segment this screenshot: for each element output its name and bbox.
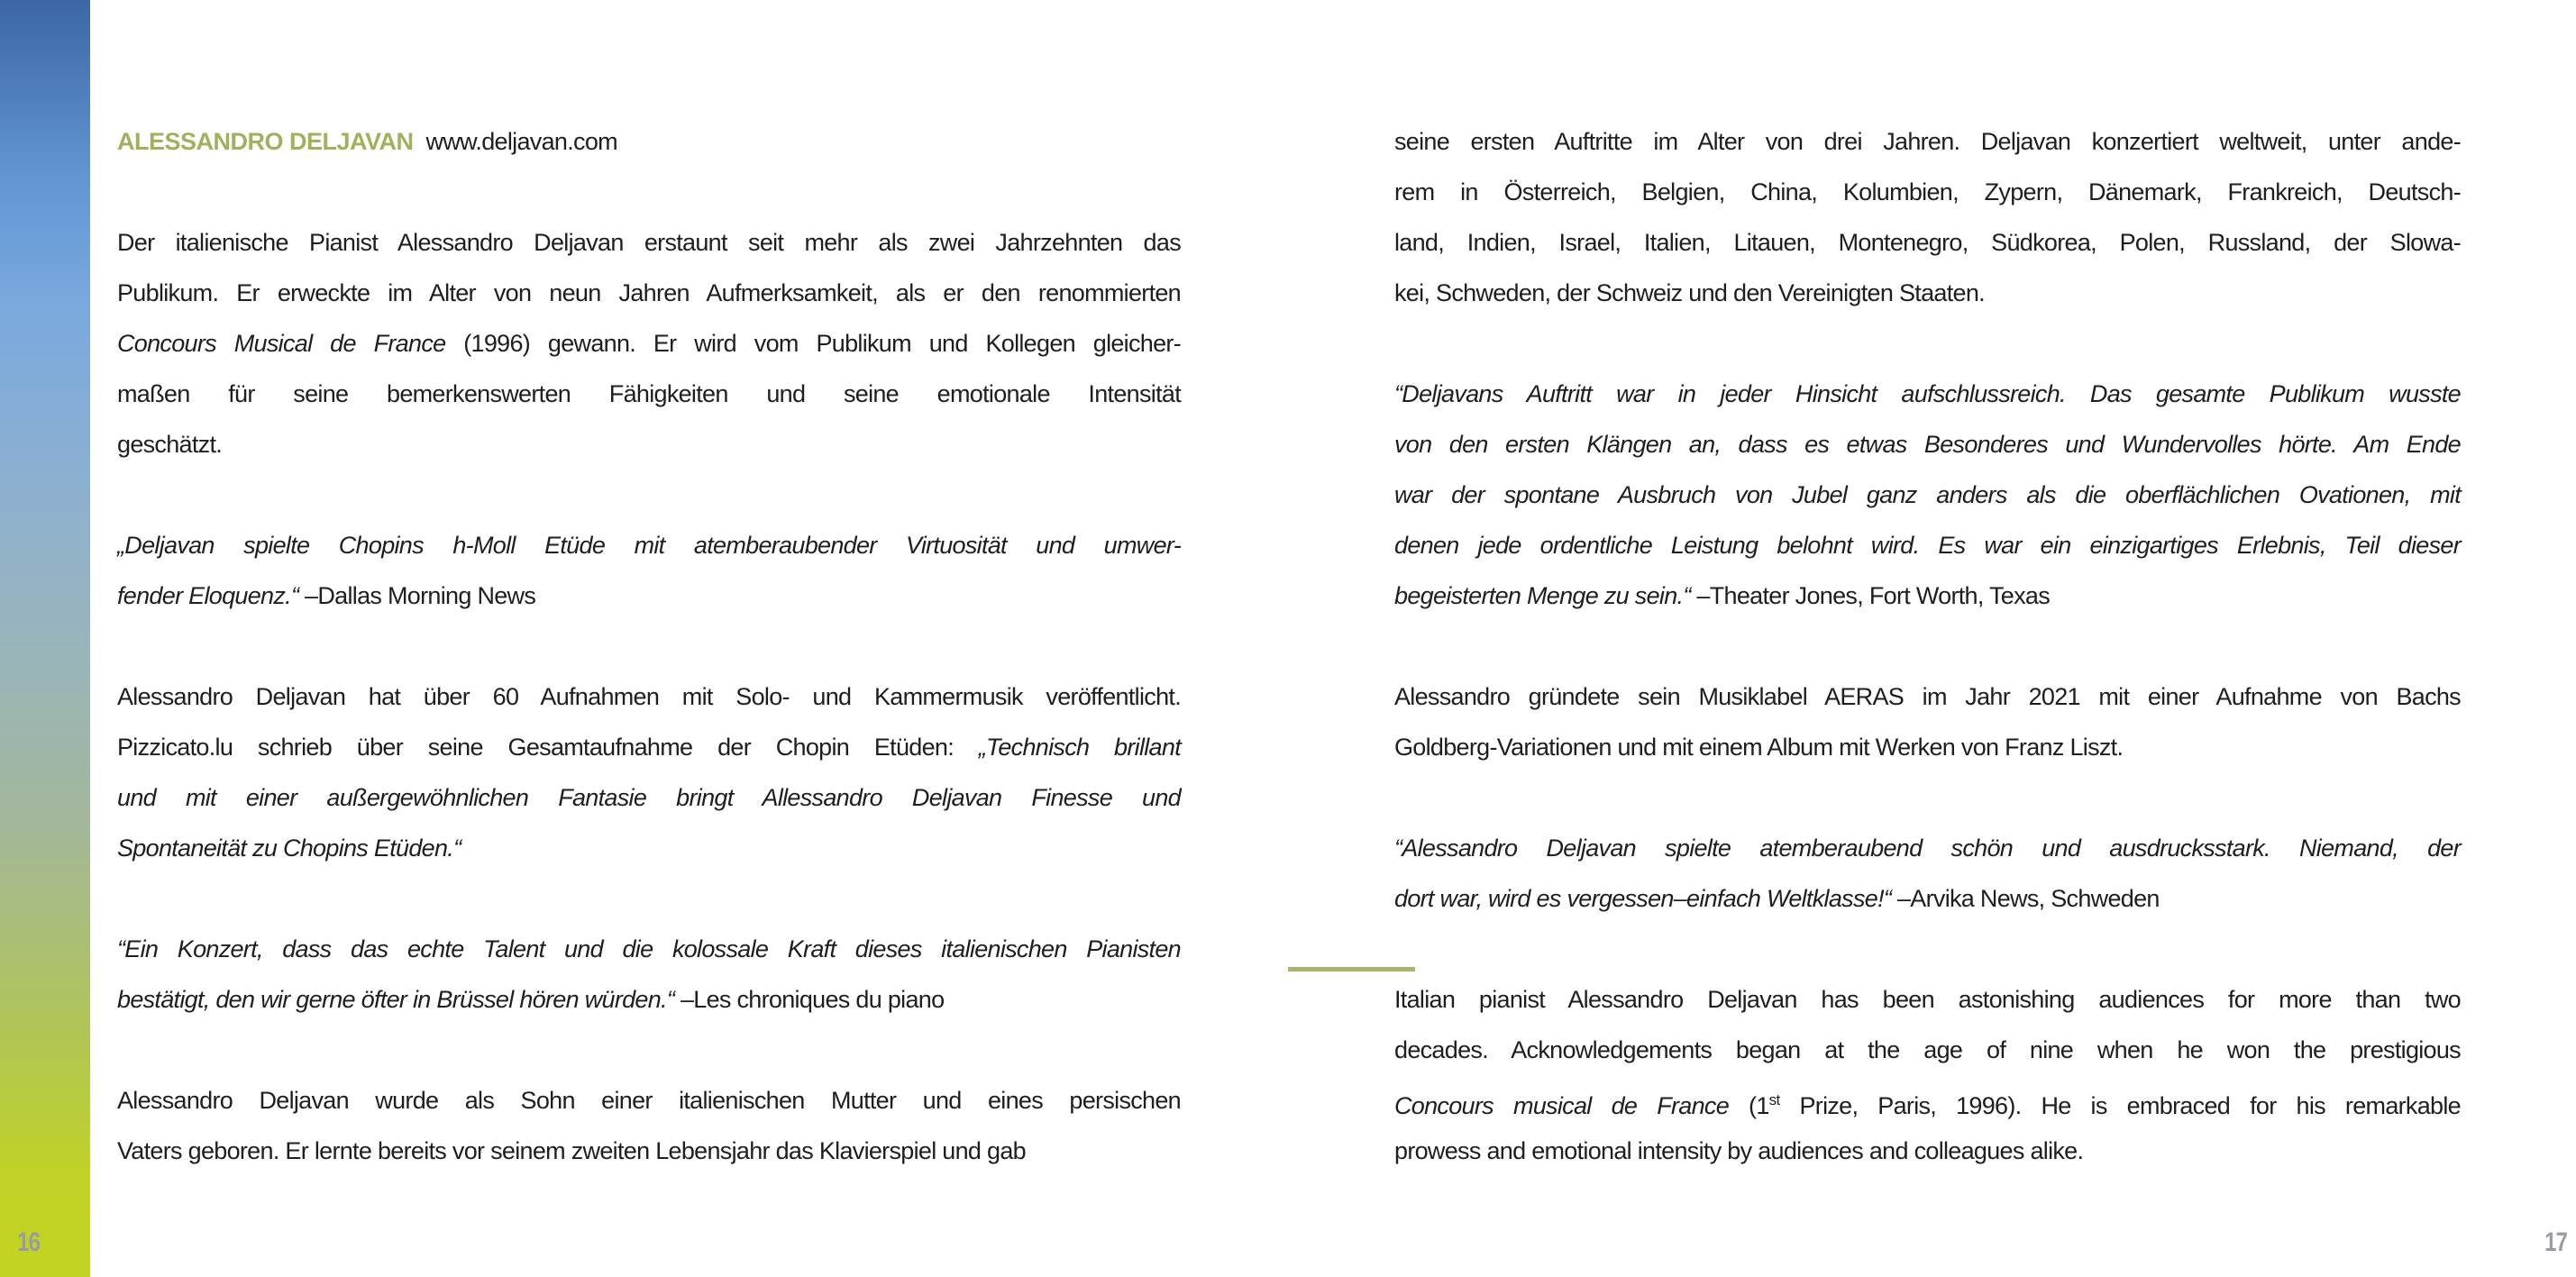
text: –Les chroniques du piano <box>674 986 945 1013</box>
italic-text: war der spontane Ausbruch von Jubel ganz anders als die oberflächlichen Ovationen, mit <box>1394 481 2461 508</box>
text: Goldberg-Variationen und mit einem Album mit Werken von Franz Liszt. <box>1394 734 2124 761</box>
italic-text: begeisterten Menge zu sein.“ <box>1394 582 1691 609</box>
paragraph <box>1394 369 2461 621</box>
text: –Arvika News, Schweden <box>1891 885 2160 912</box>
italic-text: Spontaneität zu Chopins Etüden.“ <box>117 835 461 862</box>
italic-text: von den ersten Klängen an, dass es etwas Besonderes und Wundervolles hörte. Am Ende <box>1394 431 2461 458</box>
text-line <box>117 671 1181 722</box>
italic-text: “Alessandro Deljavan spielte atemberaubend schön und ausdrucksstark. Niemand, der <box>1394 835 2461 862</box>
text-line <box>117 369 1181 419</box>
text: Italian pianist Alessandro Deljavan has been astonishing audiences for more than two <box>1394 986 2461 1013</box>
text-line <box>1394 116 2461 167</box>
paragraph <box>1394 823 2461 924</box>
paragraph <box>117 1075 1181 1176</box>
page-number-left: 16 <box>17 1227 41 1257</box>
text-line <box>1394 369 2461 419</box>
text-line <box>1394 1126 2461 1176</box>
paragraph <box>117 924 1181 1025</box>
right-page-column <box>1394 116 2461 1227</box>
text-line <box>117 772 1181 823</box>
paragraph <box>1394 116 2461 318</box>
right-paragraphs <box>1394 116 2461 1176</box>
italic-text: bestätigt, den wir gerne öfter in Brüssel hören würden.“ <box>117 986 675 1013</box>
text: maßen für seine bemerkenswerten Fähigkeiten und seine emotionale Intensität <box>117 380 1181 407</box>
text: Prize, Paris, 1996). He is embraced for his remarkable <box>1779 1092 2461 1119</box>
text: –Theater Jones, Fort Worth, Texas <box>1690 582 2051 609</box>
text-line <box>117 217 1181 268</box>
text: kei, Schweden, der Schweiz und den Vereinigten Staaten. <box>1394 279 1985 306</box>
text-line <box>1394 167 2461 217</box>
text-line <box>1394 520 2461 570</box>
text: decades. Acknowledgements began at the age of nine when he won the prestigious <box>1394 1036 2461 1063</box>
paragraph <box>117 217 1181 470</box>
text: Alessandro Deljavan wurde als Sohn einer italienischen Mutter und eines persischen <box>117 1087 1181 1114</box>
italic-text: „Deljavan spielte Chopins h-Moll Etüde mit atemberaubender Virtuosität und umwer- <box>117 532 1181 559</box>
italic-text: und mit einer außergewöhnlichen Fantasie bringt Allessandro Deljavan Finesse und <box>117 784 1181 811</box>
text-line <box>117 974 1181 1025</box>
text-line <box>1394 1075 2461 1126</box>
text: –Dallas Morning News <box>298 582 536 609</box>
text-line <box>1394 217 2461 268</box>
text: seine ersten Auftritte im Alter von drei Jahren. Deljavan konzertiert weltweit, unter ande- <box>1394 128 2461 155</box>
text: geschätzt. <box>117 431 223 458</box>
text: (1 <box>1729 1092 1769 1119</box>
italic-text: fender Eloquenz.“ <box>117 582 299 609</box>
text-line <box>1394 722 2461 772</box>
header-line <box>117 116 1181 167</box>
left-paragraphs <box>117 217 1181 1176</box>
text: land, Indien, Israel, Italien, Litauen, Montenegro, Südkorea, Polen, Russland, der Slowa- <box>1394 229 2461 256</box>
decorative-gradient-bar <box>0 0 90 1277</box>
text-line <box>1394 823 2461 873</box>
italic-text: dort war, wird es vergessen–einfach Weltklasse!“ <box>1394 885 1892 912</box>
text-line <box>117 1075 1181 1126</box>
artist-website: www.deljavan.com <box>425 128 617 155</box>
text-line <box>117 318 1181 369</box>
text-line <box>117 1126 1181 1176</box>
italic-text: „Technisch brillant <box>978 734 1181 761</box>
text: Pizzicato.lu schrieb über seine Gesamtaufnahme der Chopin Etüden: <box>117 734 979 761</box>
section-divider-rule <box>1288 967 1415 971</box>
text: prowess and emotional intensity by audiences and colleagues alike. <box>1394 1137 2084 1164</box>
superscript-text: st <box>1768 1091 1780 1108</box>
text-line <box>1394 873 2461 924</box>
text: Vaters geboren. Er lernte bereits vor seinem zweiten Lebensjahr das Klavierspiel und gab <box>117 1137 1026 1164</box>
italic-text: “Deljavans Auftritt war in jeder Hinsicht aufschlussreich. Das gesamte Publikum wusste <box>1394 380 2461 407</box>
text-line <box>1394 419 2461 470</box>
text-line <box>117 570 1181 621</box>
text-line <box>117 722 1181 772</box>
text-line <box>1394 1025 2461 1075</box>
left-page-column <box>117 116 1181 1227</box>
text-line <box>1394 268 2461 318</box>
text: Der italienische Pianist Alessandro Deljavan erstaunt seit mehr als zwei Jahrzehnten das <box>117 229 1181 256</box>
text: Publikum. Er erweckte im Alter von neun Jahren Aufmerksamkeit, als er den renommierten <box>117 279 1181 306</box>
paragraph <box>1394 671 2461 772</box>
text: Alessandro gründete sein Musiklabel AERAS im Jahr 2021 mit einer Aufnahme von Bachs <box>1394 683 2461 710</box>
page-number-right: 17 <box>2544 1227 2568 1257</box>
paragraph <box>1394 974 2461 1176</box>
text: rem in Österreich, Belgien, China, Kolumbien, Zypern, Dänemark, Frankreich, Deutsch- <box>1394 178 2461 205</box>
artist-name: ALESSANDRO DELJAVAN <box>117 128 414 155</box>
paragraph <box>117 520 1181 621</box>
text: Alessandro Deljavan hat über 60 Aufnahmen mit Solo- und Kammermusik veröffentlicht. <box>117 683 1181 710</box>
text-line <box>117 823 1181 873</box>
text-line <box>1394 974 2461 1025</box>
paragraph <box>117 671 1181 873</box>
text-line <box>117 520 1181 570</box>
text-line <box>1394 671 2461 722</box>
italic-text: “Ein Konzert, dass das echte Talent und die kolossale Kraft dieses italienischen Pianisten <box>117 935 1181 962</box>
italic-text: denen jede ordentliche Leistung belohnt wird. Es war ein einzigartiges Erlebnis, Teil dieser <box>1394 532 2461 559</box>
text: (1996) gewann. Er wird vom Publikum und Kollegen gleicher- <box>445 330 1181 357</box>
biography-header <box>117 116 1181 167</box>
text-line <box>1394 570 2461 621</box>
text-line <box>117 419 1181 470</box>
text-line <box>117 924 1181 974</box>
text-line <box>1394 470 2461 520</box>
italic-text: Concours musical de France <box>1394 1092 1730 1119</box>
text-line <box>117 268 1181 318</box>
italic-text: Concours Musical de France <box>117 330 446 357</box>
